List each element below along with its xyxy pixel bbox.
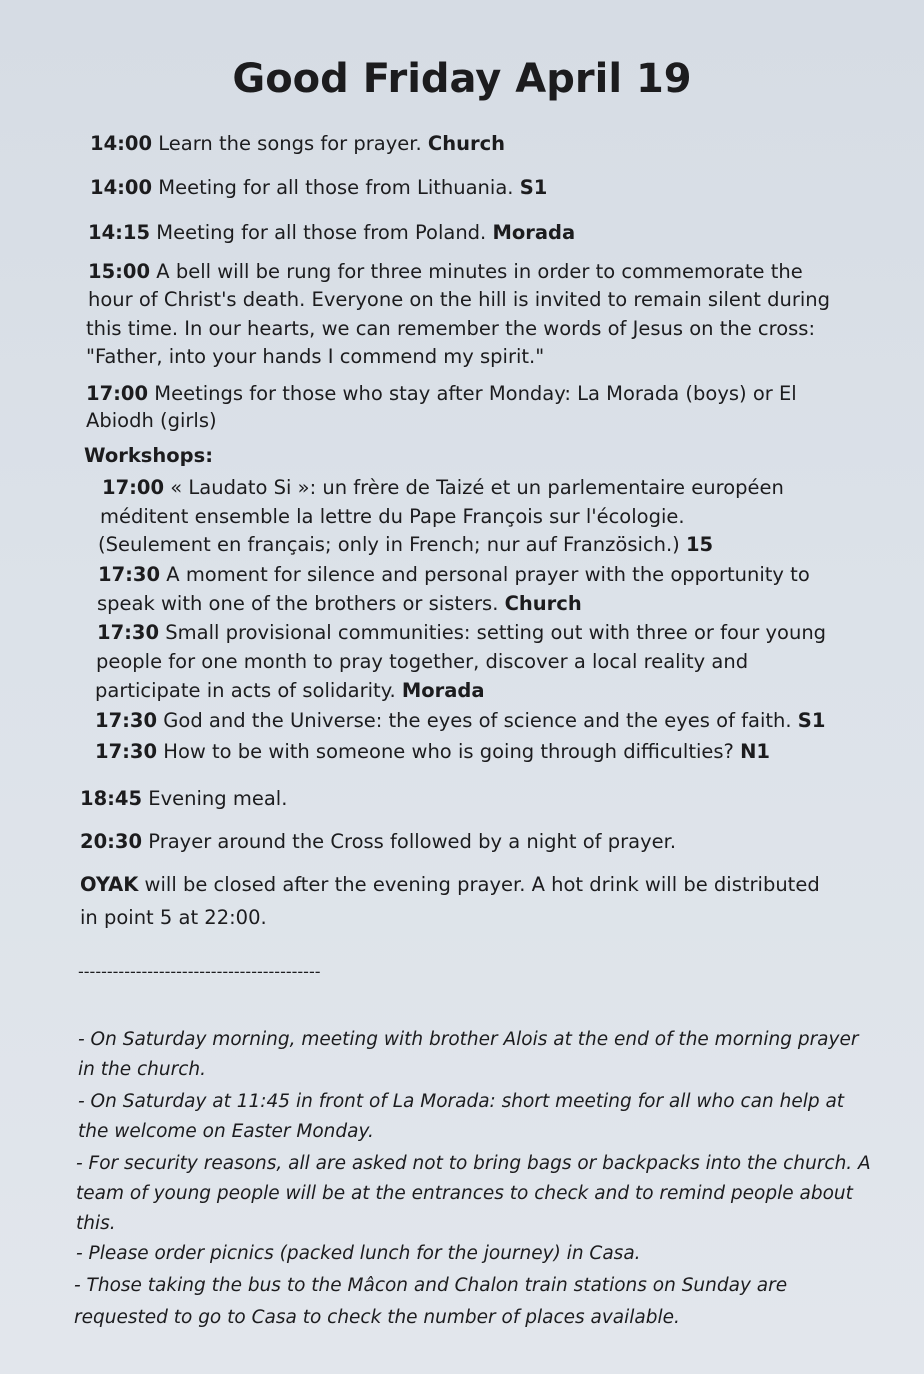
line-text: A bell will be rung for three minutes in order to commemorate the xyxy=(150,260,803,283)
line-text: in point 5 at 22:00. xyxy=(80,906,267,929)
line-text: Meeting for all those from Poland. xyxy=(150,221,493,244)
line-text: How to be with someone who is going through difficulties? xyxy=(157,740,741,763)
note-line: - On Saturday at 11:45 in front of La Morada: short meeting for all who can help at xyxy=(78,1091,845,1112)
note-line: - Those taking the bus to the Mâcon and Chalon train stations on Sunday are xyxy=(74,1275,788,1296)
line-text: (Seulement en français; only in French; nur auf Französich.) xyxy=(98,533,686,556)
line-text: A moment for silence and personal prayer with the opportunity to xyxy=(160,563,810,586)
schedule-line xyxy=(98,531,713,559)
time-label: OYAK xyxy=(80,873,139,896)
schedule-line xyxy=(86,380,797,408)
time-label: 14:00 xyxy=(90,132,153,155)
line-text: Learn the songs for prayer. xyxy=(152,132,428,155)
time-label: 17:30 xyxy=(95,740,158,763)
time-label: 15:00 xyxy=(88,260,151,283)
line-text: speak with one of the brothers or sisters. xyxy=(97,592,505,615)
location-label: S1 xyxy=(797,709,826,732)
schedule-line xyxy=(95,738,770,766)
schedule-line xyxy=(90,130,505,158)
time-label: 14:00 xyxy=(90,176,153,199)
separator-line: ------------------------------------------ xyxy=(78,962,321,981)
time-label: 17:00 xyxy=(102,476,165,499)
location-label: N1 xyxy=(740,740,770,763)
time-label: 17:30 xyxy=(97,621,160,644)
note-line: the welcome on Easter Monday. xyxy=(78,1121,374,1142)
schedule-line xyxy=(90,174,547,202)
schedule-line xyxy=(102,474,784,502)
time-label: 17:30 xyxy=(95,709,158,732)
schedule-line xyxy=(98,561,810,589)
schedule-line xyxy=(100,503,685,531)
line-text: « Laudato Si »: un frère de Taizé et un parlementaire européen xyxy=(164,476,784,499)
schedule-line xyxy=(88,286,830,314)
schedule-line xyxy=(88,258,803,286)
line-text: Evening meal. xyxy=(142,787,288,810)
time-label: 20:30 xyxy=(80,830,143,853)
time-label: Workshops: xyxy=(84,444,214,467)
note-line: - On Saturday morning, meeting with brother Alois at the end of the morning prayer xyxy=(78,1029,859,1050)
note-line: team of young people will be at the entrances to check and to remind people about xyxy=(76,1183,853,1204)
line-text: hour of Christ's death. Everyone on the hill is invited to remain silent during xyxy=(88,288,831,311)
line-text: will be closed after the evening prayer. A hot drink will be distributed xyxy=(138,873,820,896)
schedule-line xyxy=(86,343,544,371)
location-label: S1 xyxy=(519,176,548,199)
schedule-line xyxy=(84,442,213,470)
time-label: 17:30 xyxy=(98,563,161,586)
location-label: 15 xyxy=(685,533,714,556)
line-text: Prayer around the Cross followed by a night of prayer. xyxy=(142,830,677,853)
schedule-line xyxy=(86,315,815,343)
line-text: this time. In our hearts, we can remember the words of Jesus on the cross: xyxy=(86,317,816,340)
line-text: God and the Universe: the eyes of science and the eyes of faith. xyxy=(157,709,798,732)
line-text: méditent ensemble la lettre du Pape François sur l'écologie. xyxy=(100,505,685,528)
schedule-line xyxy=(80,828,676,856)
line-text: Abiodh (girls) xyxy=(86,409,217,432)
schedule-line xyxy=(95,677,485,705)
page-title: Good Friday April 19 xyxy=(232,56,692,102)
location-label: Morada xyxy=(492,221,576,244)
line-text: Meeting for all those from Lithuania. xyxy=(152,176,520,199)
line-text: participate in acts of solidarity. xyxy=(95,679,402,702)
schedule-line xyxy=(97,619,826,647)
time-label: 18:45 xyxy=(80,787,143,810)
note-line: - Please order picnics (packed lunch for the journey) in Casa. xyxy=(76,1243,641,1264)
line-text: "Father, into your hands I commend my spirit." xyxy=(86,345,545,368)
schedule-line xyxy=(96,648,748,676)
schedule-line xyxy=(80,785,287,813)
location-label: Church xyxy=(427,132,506,155)
schedule-line xyxy=(95,707,825,735)
location-label: Morada xyxy=(401,679,485,702)
schedule-line xyxy=(88,219,575,247)
location-label: Church xyxy=(504,592,582,615)
line-text: Meetings for those who stay after Monday: La Morada (boys) or El xyxy=(148,382,797,405)
line-text: Small provisional communities: setting out with three or four young xyxy=(159,621,827,644)
schedule-line xyxy=(80,904,267,932)
note-line: - For security reasons, all are asked not to bring bags or backpacks into the church. A xyxy=(76,1153,871,1174)
schedule-line xyxy=(86,407,217,435)
line-text: people for one month to pray together, discover a local reality and xyxy=(96,650,749,673)
time-label: 14:15 xyxy=(88,221,151,244)
note-line: this. xyxy=(76,1213,116,1234)
time-label: 17:00 xyxy=(86,382,149,405)
schedule-line xyxy=(80,871,820,899)
note-line: requested to go to Casa to check the number of places available. xyxy=(74,1307,680,1328)
schedule-line xyxy=(97,590,582,618)
note-line: in the church. xyxy=(78,1059,206,1080)
